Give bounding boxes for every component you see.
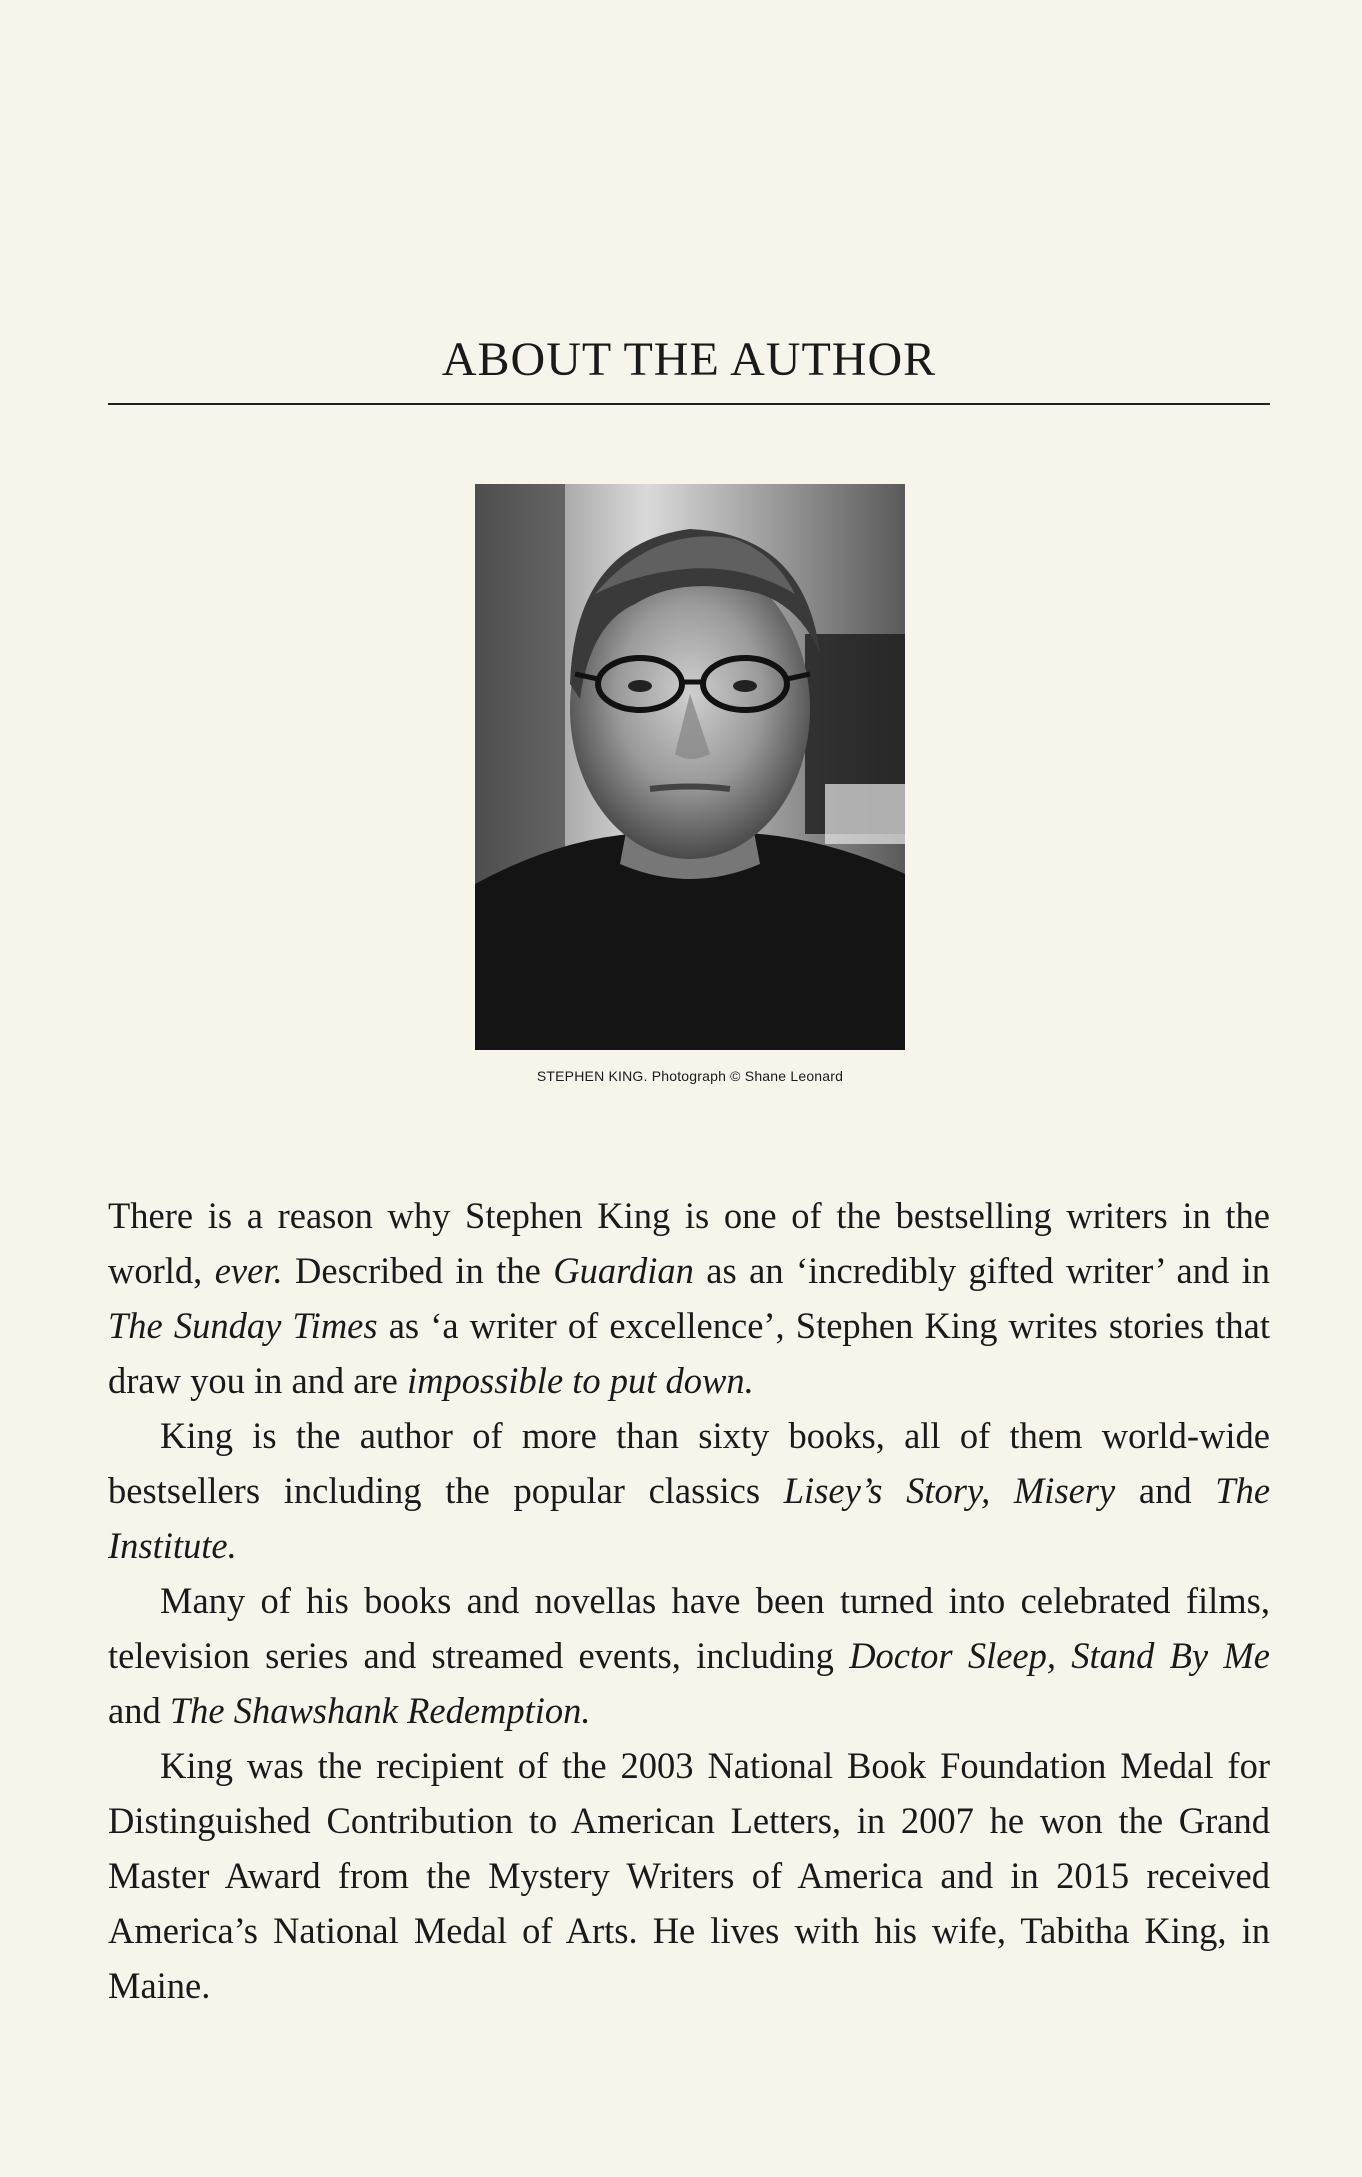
- bio-paragraph: [108, 1738, 1270, 2013]
- italic-text: Guardian: [553, 1250, 694, 1291]
- page-heading: ABOUT THE AUTHOR: [441, 333, 937, 386]
- bio-paragraph: [108, 1573, 1270, 1738]
- italic-text: The Institute.: [108, 1470, 1271, 1566]
- caption-name: STEPHEN KING.: [536, 1068, 648, 1084]
- text-run: and: [1115, 1470, 1216, 1511]
- italic-text: Doctor Sleep, Stand By Me: [849, 1635, 1270, 1676]
- italic-text: The Sunday Times: [108, 1305, 378, 1346]
- bio-paragraph: [108, 1408, 1270, 1573]
- author-photo: [475, 484, 905, 1050]
- bio-paragraph: [108, 1188, 1270, 1408]
- photo-caption: [475, 1068, 905, 1084]
- italic-text: The Shawshank Redemption.: [169, 1690, 591, 1731]
- italic-text: Lisey’s Story, Misery: [783, 1470, 1116, 1511]
- text-run: There is a reason why Stephen King is one of the bestselling writers in the world,: [108, 1195, 1270, 1291]
- text-run: as ‘a writer of excellence’, Stephen King writes stories that draw you in and are: [108, 1305, 1270, 1401]
- italic-text: ever.: [214, 1250, 283, 1291]
- text-run: Described in the: [282, 1250, 554, 1291]
- text-run: King is the author of more than sixty books, all of them world-wide bestsellers including the popular classics: [108, 1415, 1270, 1511]
- text-run: and: [108, 1690, 170, 1731]
- caption-credit: Photograph © Shane Leonard: [651, 1068, 844, 1084]
- author-bio: [108, 1188, 1270, 2013]
- text-run: as an ‘incredibly gifted writer’ and in: [693, 1250, 1270, 1291]
- text-run: Many of his books and novellas have been turned into celebrated films, television series and streamed events, including: [108, 1580, 1270, 1676]
- italic-text: impossible to put down.: [407, 1360, 754, 1401]
- heading-rule: [108, 403, 1270, 405]
- text-run: King was the recipient of the 2003 National Book Foundation Medal for Distinguished Contribution to American Letters, in 2007 he won the Grand Master Award from the Mystery Writers of America and in 2015 received America’s National Medal of Arts. He lives with his wife, Tabitha King, in Maine.: [108, 1745, 1270, 2006]
